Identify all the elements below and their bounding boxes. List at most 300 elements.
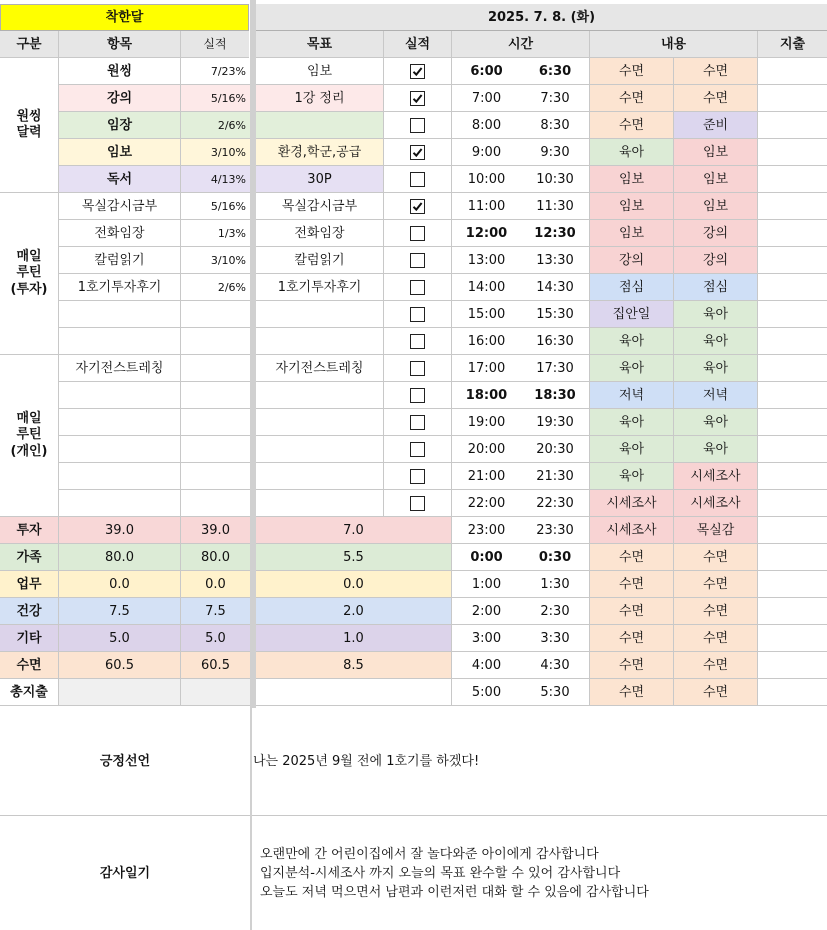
activity-cell[interactable] — [674, 193, 758, 220]
activity-cell-text: 수면 — [702, 90, 729, 106]
time-start[interactable] — [452, 193, 521, 220]
gratitude-label: 감사일기 — [0, 816, 251, 930]
expense-cell[interactable] — [758, 652, 827, 679]
item-cell[interactable] — [59, 409, 181, 436]
summary-label-text: 투자 — [16, 522, 42, 538]
actual-check-cell[interactable] — [384, 463, 452, 490]
activity-cell[interactable] — [674, 679, 758, 706]
activity-cell[interactable] — [590, 274, 674, 301]
goal-cell[interactable] — [256, 463, 384, 490]
summary-value-2-text: 39.0 — [201, 522, 230, 538]
summary-value-2[interactable] — [181, 679, 250, 706]
activity-cell-text: 육아 — [618, 468, 645, 484]
activity-cell[interactable] — [674, 247, 758, 274]
goal-cell[interactable] — [256, 112, 384, 139]
activity-cell[interactable] — [590, 58, 674, 85]
summary-value-1[interactable] — [59, 652, 181, 679]
summary-value-1[interactable] — [59, 571, 181, 598]
time-end-text: 18:30 — [534, 387, 576, 403]
actual-check-cell[interactable] — [384, 247, 452, 274]
time-end[interactable] — [521, 382, 590, 409]
expense-cell[interactable] — [758, 166, 827, 193]
checkbox-checked-icon[interactable] — [410, 145, 425, 160]
time-start-text: 16:00 — [467, 333, 506, 349]
activity-cell[interactable] — [674, 382, 758, 409]
activity-cell[interactable] — [590, 679, 674, 706]
activity-cell-text: 육아 — [702, 306, 729, 322]
item-progress[interactable] — [181, 274, 250, 301]
goal-cell[interactable] — [256, 382, 384, 409]
item-cell[interactable] — [59, 166, 181, 193]
time-start[interactable] — [452, 571, 521, 598]
time-end[interactable] — [521, 355, 590, 382]
item-cell-text: 칼럼읽기 — [94, 252, 145, 268]
item-progress[interactable] — [181, 193, 250, 220]
time-start[interactable] — [452, 409, 521, 436]
time-end-text: 2:30 — [540, 603, 570, 619]
time-start[interactable] — [452, 517, 521, 544]
actual-check-cell[interactable] — [384, 193, 452, 220]
summary-value-3[interactable] — [256, 598, 452, 625]
activity-cell[interactable] — [590, 436, 674, 463]
goal-cell[interactable] — [256, 301, 384, 328]
time-start[interactable] — [452, 679, 521, 706]
activity-cell[interactable] — [674, 301, 758, 328]
activity-cell[interactable] — [590, 544, 674, 571]
expense-cell[interactable] — [758, 598, 827, 625]
activity-cell[interactable] — [590, 166, 674, 193]
summary-value-1[interactable] — [59, 517, 181, 544]
item-cell[interactable] — [59, 247, 181, 274]
time-start-text: 22:00 — [467, 495, 506, 511]
time-start-text: 2:00 — [471, 603, 502, 619]
activity-cell[interactable] — [590, 382, 674, 409]
summary-value-1-text: 60.5 — [105, 657, 134, 673]
goal-cell[interactable] — [256, 58, 384, 85]
checkbox-empty-icon[interactable] — [410, 307, 425, 322]
expense-cell[interactable] — [758, 490, 827, 517]
actual-check-cell[interactable] — [384, 112, 452, 139]
time-start[interactable] — [452, 166, 521, 193]
time-end-text: 23:30 — [536, 522, 574, 538]
item-progress[interactable] — [181, 490, 250, 517]
item-cell[interactable] — [59, 463, 181, 490]
time-end[interactable] — [521, 463, 590, 490]
expense-cell[interactable] — [758, 274, 827, 301]
activity-cell[interactable] — [674, 274, 758, 301]
item-progress[interactable] — [181, 112, 250, 139]
activity-cell-text: 임보 — [702, 198, 729, 214]
goal-cell[interactable] — [256, 409, 384, 436]
time-end-text: 6:30 — [538, 63, 572, 79]
actual-check-cell[interactable] — [384, 328, 452, 355]
expense-cell[interactable] — [758, 58, 827, 85]
summary-value-1[interactable] — [59, 598, 181, 625]
time-start[interactable] — [452, 274, 521, 301]
activity-cell[interactable] — [590, 85, 674, 112]
goal-cell[interactable] — [256, 220, 384, 247]
time-end-text: 5:30 — [540, 684, 570, 700]
item-progress[interactable] — [181, 58, 250, 85]
time-start-text: 15:00 — [467, 306, 506, 322]
item-progress[interactable] — [181, 409, 250, 436]
activity-cell[interactable] — [590, 328, 674, 355]
checkbox-empty-icon[interactable] — [410, 226, 425, 241]
time-start[interactable] — [452, 220, 521, 247]
activity-cell[interactable] — [590, 193, 674, 220]
time-end[interactable] — [521, 58, 590, 85]
summary-label-text: 가족 — [16, 549, 42, 565]
item-cell[interactable] — [59, 382, 181, 409]
time-end[interactable] — [521, 544, 590, 571]
time-end-text: 8:30 — [540, 117, 570, 133]
activity-cell-text: 수면 — [702, 630, 729, 646]
goal-cell[interactable] — [256, 247, 384, 274]
expense-cell[interactable] — [758, 517, 827, 544]
checkbox-empty-icon[interactable] — [410, 388, 425, 403]
expense-cell[interactable] — [758, 544, 827, 571]
header-actual-left: 실적 — [181, 31, 249, 58]
item-cell[interactable] — [59, 274, 181, 301]
title-date: 2025. 7. 8. (화) — [487, 9, 596, 25]
activity-cell[interactable] — [590, 571, 674, 598]
checkbox-empty-icon[interactable] — [410, 118, 425, 133]
activity-cell[interactable] — [590, 625, 674, 652]
summary-value-2-text: 60.5 — [201, 657, 230, 673]
checkbox-empty-icon[interactable] — [410, 334, 425, 349]
actual-check-cell[interactable] — [384, 274, 452, 301]
time-start[interactable] — [452, 58, 521, 85]
activity-cell[interactable] — [674, 112, 758, 139]
goal-cell-text: 1호기투자후기 — [277, 279, 362, 295]
item-progress[interactable] — [181, 328, 250, 355]
activity-cell[interactable] — [590, 409, 674, 436]
time-end[interactable] — [521, 166, 590, 193]
expense-cell[interactable] — [758, 409, 827, 436]
item-cell-text: 전화임장 — [94, 225, 145, 241]
goal-cell-text: 임보 — [306, 63, 333, 79]
summary-value-2[interactable] — [181, 544, 250, 571]
activity-cell[interactable] — [674, 409, 758, 436]
goal-cell[interactable] — [256, 274, 384, 301]
expense-cell[interactable] — [758, 625, 827, 652]
time-start[interactable] — [452, 247, 521, 274]
time-end-text: 7:30 — [540, 90, 570, 106]
expense-cell[interactable] — [758, 112, 827, 139]
activity-cell-text: 수면 — [618, 549, 645, 565]
item-progress[interactable] — [181, 139, 250, 166]
item-progress[interactable] — [181, 247, 250, 274]
goal-cell-text: 30P — [307, 171, 332, 187]
activity-cell[interactable] — [674, 58, 758, 85]
affirmation-text-cell[interactable] — [251, 708, 827, 816]
time-end[interactable] — [521, 247, 590, 274]
activity-cell[interactable] — [674, 355, 758, 382]
time-start-text: 17:00 — [467, 360, 506, 376]
activity-cell[interactable] — [674, 517, 758, 544]
checkbox-empty-icon[interactable] — [410, 415, 425, 430]
actual-check-cell[interactable] — [384, 382, 452, 409]
item-cell-text: 임장 — [106, 117, 133, 133]
time-end-text: 12:30 — [534, 225, 576, 241]
checkbox-empty-icon[interactable] — [410, 172, 425, 187]
item-cell[interactable] — [59, 112, 181, 139]
summary-value-3[interactable] — [256, 679, 452, 706]
activity-cell-text: 수면 — [702, 684, 729, 700]
expense-cell[interactable] — [758, 220, 827, 247]
activity-cell[interactable] — [590, 301, 674, 328]
time-start[interactable] — [452, 544, 521, 571]
item-progress[interactable] — [181, 355, 250, 382]
goal-cell[interactable] — [256, 490, 384, 517]
actual-check-cell[interactable] — [384, 301, 452, 328]
activity-cell[interactable] — [590, 463, 674, 490]
time-end[interactable] — [521, 598, 590, 625]
checkbox-empty-icon[interactable] — [410, 253, 425, 268]
summary-value-2-text: 7.5 — [205, 603, 226, 619]
summary-value-1-text: 0.0 — [109, 576, 130, 592]
activity-cell[interactable] — [674, 598, 758, 625]
summary-value-3[interactable] — [256, 571, 452, 598]
item-cell[interactable] — [59, 220, 181, 247]
time-end[interactable] — [521, 301, 590, 328]
checkbox-empty-icon[interactable] — [410, 469, 425, 484]
activity-cell-text: 수면 — [702, 576, 729, 592]
activity-cell-text: 시세조사 — [606, 522, 657, 538]
time-start[interactable] — [452, 382, 521, 409]
expense-cell[interactable] — [758, 193, 827, 220]
actual-check-cell[interactable] — [384, 58, 452, 85]
time-end[interactable] — [521, 517, 590, 544]
item-cell-text: 원씽 — [106, 63, 133, 79]
actual-check-cell[interactable] — [384, 409, 452, 436]
time-start-text: 21:00 — [467, 468, 506, 484]
summary-label-text: 기타 — [16, 630, 42, 646]
item-cell[interactable] — [59, 58, 181, 85]
item-cell[interactable] — [59, 85, 181, 112]
summary-value-2[interactable] — [181, 625, 250, 652]
activity-cell[interactable] — [590, 598, 674, 625]
time-end-text: 19:30 — [536, 414, 574, 430]
time-end[interactable] — [521, 274, 590, 301]
activity-cell[interactable] — [674, 166, 758, 193]
activity-cell-text: 임보 — [618, 225, 645, 241]
checkbox-checked-icon[interactable] — [410, 64, 425, 79]
title-month-cell[interactable] — [0, 4, 249, 31]
expense-cell[interactable] — [758, 328, 827, 355]
activity-cell[interactable] — [674, 436, 758, 463]
time-end-text: 11:30 — [536, 198, 574, 214]
summary-value-2-text: 0.0 — [205, 576, 226, 592]
goal-cell[interactable] — [256, 355, 384, 382]
summary-value-2[interactable] — [181, 517, 250, 544]
activity-cell[interactable] — [674, 85, 758, 112]
expense-cell[interactable] — [758, 247, 827, 274]
summary-value-1[interactable] — [59, 679, 181, 706]
expense-cell[interactable] — [758, 382, 827, 409]
actual-check-cell[interactable] — [384, 355, 452, 382]
goal-cell[interactable] — [256, 328, 384, 355]
time-end[interactable] — [521, 409, 590, 436]
goal-cell[interactable] — [256, 85, 384, 112]
actual-check-cell[interactable] — [384, 490, 452, 517]
item-cell[interactable] — [59, 490, 181, 517]
expense-cell[interactable] — [758, 463, 827, 490]
activity-cell-text: 시세조사 — [690, 468, 741, 484]
time-start[interactable] — [452, 463, 521, 490]
time-end-text: 10:30 — [536, 171, 574, 187]
activity-cell[interactable] — [674, 571, 758, 598]
checkbox-empty-icon[interactable] — [410, 361, 425, 376]
activity-cell-text: 목실감 — [696, 522, 735, 538]
item-progress[interactable] — [181, 85, 250, 112]
item-progress[interactable] — [181, 220, 250, 247]
activity-cell[interactable] — [674, 463, 758, 490]
item-progress[interactable] — [181, 436, 250, 463]
time-end[interactable] — [521, 679, 590, 706]
goal-cell[interactable] — [256, 436, 384, 463]
summary-label-text: 건강 — [16, 603, 42, 619]
summary-value-3-text: 7.0 — [343, 522, 364, 538]
time-start-text: 14:00 — [467, 279, 506, 295]
checkbox-checked-icon[interactable] — [410, 199, 425, 214]
activity-cell[interactable] — [674, 652, 758, 679]
summary-value-3-text: 0.0 — [343, 576, 364, 592]
actual-check-cell[interactable] — [384, 139, 452, 166]
expense-cell[interactable] — [758, 85, 827, 112]
time-start-text: 12:00 — [465, 225, 508, 241]
time-start[interactable] — [452, 436, 521, 463]
header-time: 시간 — [452, 31, 590, 58]
item-progress-text: 2/6% — [217, 280, 246, 294]
activity-cell[interactable] — [590, 220, 674, 247]
time-end-text: 0:30 — [538, 549, 572, 565]
time-start[interactable] — [452, 625, 521, 652]
activity-cell[interactable] — [590, 652, 674, 679]
item-progress[interactable] — [181, 463, 250, 490]
time-start[interactable] — [452, 355, 521, 382]
goal-cell[interactable] — [256, 166, 384, 193]
summary-value-3[interactable] — [256, 625, 452, 652]
summary-value-3-text: 8.5 — [343, 657, 364, 673]
activity-cell[interactable] — [674, 139, 758, 166]
expense-cell[interactable] — [758, 436, 827, 463]
activity-cell[interactable] — [590, 139, 674, 166]
activity-cell[interactable] — [590, 490, 674, 517]
actual-check-cell[interactable] — [384, 220, 452, 247]
time-end[interactable] — [521, 625, 590, 652]
summary-value-2[interactable] — [181, 571, 250, 598]
time-end[interactable] — [521, 85, 590, 112]
actual-check-cell[interactable] — [384, 436, 452, 463]
checkbox-empty-icon[interactable] — [410, 280, 425, 295]
activity-cell[interactable] — [590, 355, 674, 382]
summary-value-2-text: 80.0 — [201, 549, 230, 565]
actual-check-cell[interactable] — [384, 166, 452, 193]
time-end[interactable] — [521, 112, 590, 139]
expense-cell[interactable] — [758, 571, 827, 598]
item-cell[interactable] — [59, 355, 181, 382]
time-end[interactable] — [521, 652, 590, 679]
time-start[interactable] — [452, 328, 521, 355]
time-start[interactable] — [452, 301, 521, 328]
checkbox-checked-icon[interactable] — [410, 91, 425, 106]
summary-value-1[interactable] — [59, 544, 181, 571]
time-end[interactable] — [521, 220, 590, 247]
time-end[interactable] — [521, 328, 590, 355]
item-cell[interactable] — [59, 301, 181, 328]
activity-cell[interactable] — [674, 328, 758, 355]
summary-value-3[interactable] — [256, 652, 452, 679]
activity-cell[interactable] — [674, 220, 758, 247]
time-start[interactable] — [452, 85, 521, 112]
activity-cell-text: 임보 — [618, 198, 645, 214]
header-item: 항목 — [59, 31, 181, 58]
activity-cell-text: 수면 — [618, 576, 645, 592]
time-start[interactable] — [452, 598, 521, 625]
expense-cell[interactable] — [758, 679, 827, 706]
expense-cell[interactable] — [758, 301, 827, 328]
summary-value-2[interactable] — [181, 598, 250, 625]
activity-cell[interactable] — [674, 490, 758, 517]
gratitude-line: 오늘도 저녁 먹으면서 남편과 이런저런 대화 할 수 있음에 감사합니다 — [260, 885, 649, 900]
time-start[interactable] — [452, 112, 521, 139]
activity-cell[interactable] — [590, 112, 674, 139]
item-cell-text: 자기전스트레칭 — [75, 360, 164, 376]
expense-cell[interactable] — [758, 355, 827, 382]
actual-check-cell[interactable] — [384, 85, 452, 112]
activity-cell-text: 준비 — [702, 117, 729, 133]
goal-cell[interactable] — [256, 139, 384, 166]
checkbox-empty-icon[interactable] — [410, 442, 425, 457]
item-progress[interactable] — [181, 301, 250, 328]
gratitude-text-cell[interactable] — [251, 845, 827, 915]
activity-cell[interactable] — [590, 247, 674, 274]
section-routine-invest: 매일 루틴 (투자) — [0, 193, 59, 355]
time-start[interactable] — [452, 139, 521, 166]
gratitude-line: 입지분석-시세조사 까지 오늘의 목표 완수할 수 있어 감사합니다 — [260, 866, 621, 881]
item-cell[interactable] — [59, 436, 181, 463]
activity-cell-text: 강의 — [618, 252, 645, 268]
title-date-cell[interactable] — [256, 4, 827, 31]
item-cell[interactable] — [59, 139, 181, 166]
summary-value-3[interactable] — [256, 544, 452, 571]
goal-cell[interactable] — [256, 193, 384, 220]
item-cell[interactable] — [59, 193, 181, 220]
checkbox-empty-icon[interactable] — [410, 496, 425, 511]
item-progress[interactable] — [181, 166, 250, 193]
item-progress[interactable] — [181, 382, 250, 409]
time-start[interactable] — [452, 652, 521, 679]
activity-cell[interactable] — [674, 625, 758, 652]
activity-cell[interactable] — [590, 517, 674, 544]
summary-value-2[interactable] — [181, 652, 250, 679]
time-end[interactable] — [521, 571, 590, 598]
time-end[interactable] — [521, 139, 590, 166]
activity-cell[interactable] — [674, 544, 758, 571]
summary-value-1[interactable] — [59, 625, 181, 652]
summary-value-3-text: 2.0 — [343, 603, 364, 619]
time-end[interactable] — [521, 193, 590, 220]
summary-value-3[interactable] — [256, 517, 452, 544]
expense-cell[interactable] — [758, 139, 827, 166]
time-end[interactable] — [521, 436, 590, 463]
time-start[interactable] — [452, 490, 521, 517]
time-end[interactable] — [521, 490, 590, 517]
time-end-text: 17:30 — [536, 360, 574, 376]
item-cell[interactable] — [59, 328, 181, 355]
affirmation-label: 긍정선언 — [0, 708, 251, 816]
